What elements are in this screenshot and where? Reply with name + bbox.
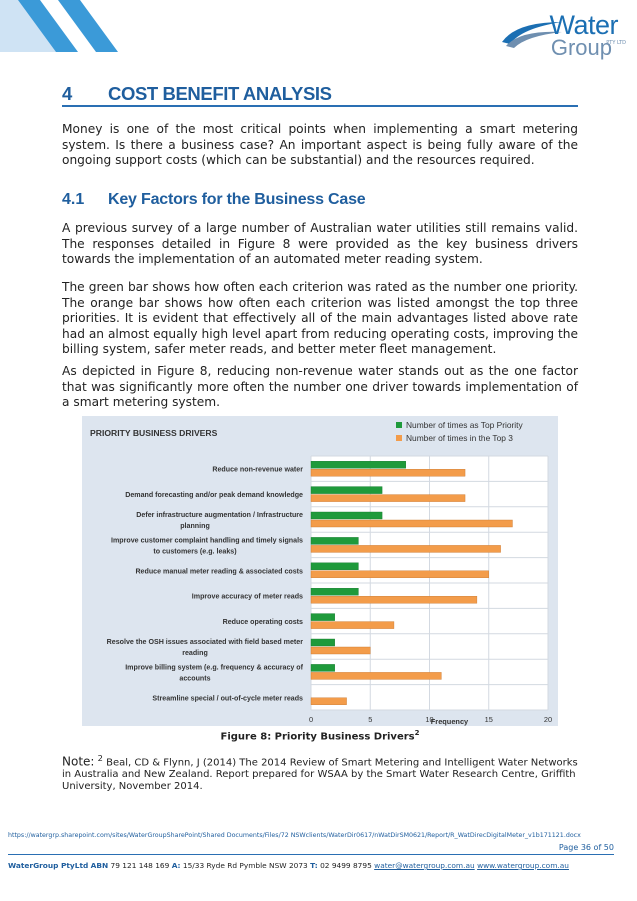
logo-text-water: Water (549, 10, 618, 40)
bar-top-priority (311, 537, 358, 544)
bar-top-three (311, 647, 370, 654)
logo-text-group: Group (550, 35, 612, 60)
category-label: planning (180, 522, 210, 530)
figure-caption-text: Figure 8: Priority Business Drivers (220, 731, 415, 743)
category-label: Improve billing system (e.g. frequency & accuracy of (125, 663, 303, 672)
water-group-logo (496, 10, 626, 60)
category-label: Reduce operating costs (222, 618, 303, 627)
category-label: Defer infrastructure augmentation / Infrastructure (136, 511, 303, 519)
chart-svg (82, 416, 558, 726)
footer-address: 15/33 Ryde Rd Pymble NSW 2073 (182, 861, 308, 870)
bar-top-three (311, 622, 394, 629)
x-tick-label: 5 (368, 715, 373, 724)
x-tick-label: 20 (543, 715, 553, 724)
priority-drivers-chart (82, 416, 558, 726)
note-text: Beal, CD & Flynn, J (2014) The 2014 Review of Smart Metering and Intelligent Water Networks in Australia and New Zealand. Report prepared for WSAA by the Smart Water Research Centre, Griffith University, November 2014. (62, 757, 578, 793)
bar-top-priority (311, 664, 335, 671)
paragraph-intro: Money is one of the most critical points when implementing a smart metering system. Is there a business case? An important aspect is being fully aware of the ongoing support costs (which can be substantial) and the resources required. (62, 122, 578, 167)
document-url[interactable]: https://watergrp.sharepoint.com/sites/WaterGroupSharePoint/Shared Documents/Files/72 NSWclients/WaterDir0617/nWatDirSM0621/Report/R_WatDirecDigitalMeter_v1b171121.docx (8, 832, 581, 839)
bar-top-three (311, 672, 441, 679)
footer-tel: 02 9499 8795 (320, 861, 372, 870)
section-title: COST BENEFIT ANALYSIS (108, 83, 332, 104)
category-label: to customers (e.g. leaks) (153, 547, 237, 556)
figure-caption (62, 729, 578, 742)
subsection-title: Key Factors for the Business Case (108, 191, 366, 208)
footer-tel-label: T: (310, 861, 318, 870)
legend-label: Number of times in the Top 3 (406, 433, 513, 443)
bar-top-three (311, 596, 477, 603)
x-axis-label: Frequency (430, 717, 469, 726)
paragraph-figure-summary: As depicted in Figure 8, reducing non-revenue water stands out as the one factor that was significantly more often the number one driver towards implementation of a smart metering system. (62, 364, 578, 409)
bar-top-three (311, 495, 465, 502)
footer (8, 861, 628, 870)
legend-label: Number of times as Top Priority (406, 420, 523, 430)
footer-company: WaterGroup PtyLtd (8, 861, 89, 870)
category-label: reading (182, 649, 208, 657)
legend-swatch (396, 422, 402, 428)
note-label: Note: (62, 754, 95, 769)
footer-address-label: A: (171, 861, 181, 870)
bar-top-priority (311, 563, 358, 570)
footer-email-link[interactable]: water@watergroup.com.au (374, 861, 475, 870)
category-label: Streamline special / out-of-cycle meter reads (152, 694, 303, 703)
paragraph-bars-explained: The green bar shows how often each criterion was rated as the number one priority. The orange bar shows how often each criterion was listed amongst the top three priorities. It is evident that effectively all of the main advantages listed above rate had an almost equally high level apart from reducing operating costs, improving the billing system, safer meter reads, and better meter fleet management. (62, 280, 578, 356)
bar-top-priority (311, 639, 335, 646)
category-label: Reduce non-revenue water (212, 465, 303, 474)
page-number: Page 36 of 50 (558, 843, 614, 852)
footer-divider (8, 854, 614, 855)
bar-top-priority (311, 487, 382, 494)
legend-swatch (396, 435, 402, 441)
footer-abn-label: ABN (90, 861, 109, 870)
footer-website-link[interactable]: www.watergroup.com.au (477, 861, 569, 870)
note-footnote-number: 2 (97, 753, 103, 763)
x-tick-label: 10 (425, 715, 434, 724)
x-tick-label: 15 (484, 715, 493, 724)
bar-top-priority (311, 614, 335, 621)
section-number: 4 (62, 83, 73, 104)
category-label: Improve accuracy of meter reads (191, 592, 303, 601)
category-label: Improve customer complaint handling and timely signals (111, 536, 303, 545)
section-heading (62, 83, 578, 107)
bar-top-priority (311, 461, 406, 468)
footer-abn: 79 121 148 169 (110, 861, 170, 870)
header-stripes-decoration (0, 0, 140, 52)
logo-text-pty: PTY LTD (606, 40, 626, 46)
x-tick-label: 0 (308, 715, 314, 724)
bar-top-priority (311, 512, 382, 519)
paragraph-survey: A previous survey of a large number of Australian water utilities still remains valid. The responses detailed in Figure 8 were provided as the key business drivers towards the implementation of an automated meter reading system. (62, 221, 578, 266)
chart-title: PRIORITY BUSINESS DRIVERS (90, 428, 218, 438)
footnote (62, 752, 578, 793)
bar-top-three (311, 698, 347, 705)
subsection-number: 4.1 (62, 191, 85, 208)
category-label: Reduce manual meter reading & associated costs (135, 567, 303, 576)
category-label: Demand forecasting and/or peak demand knowledge (125, 491, 303, 500)
figure-caption-footnote: 2 (414, 729, 420, 737)
bar-top-three (311, 520, 512, 527)
category-label: accounts (179, 674, 211, 683)
category-label: Resolve the OSH issues associated with field based meter (106, 638, 303, 646)
bar-top-three (311, 469, 465, 476)
bar-top-three (311, 545, 501, 552)
bar-top-priority (311, 588, 358, 595)
bar-top-three (311, 571, 489, 578)
